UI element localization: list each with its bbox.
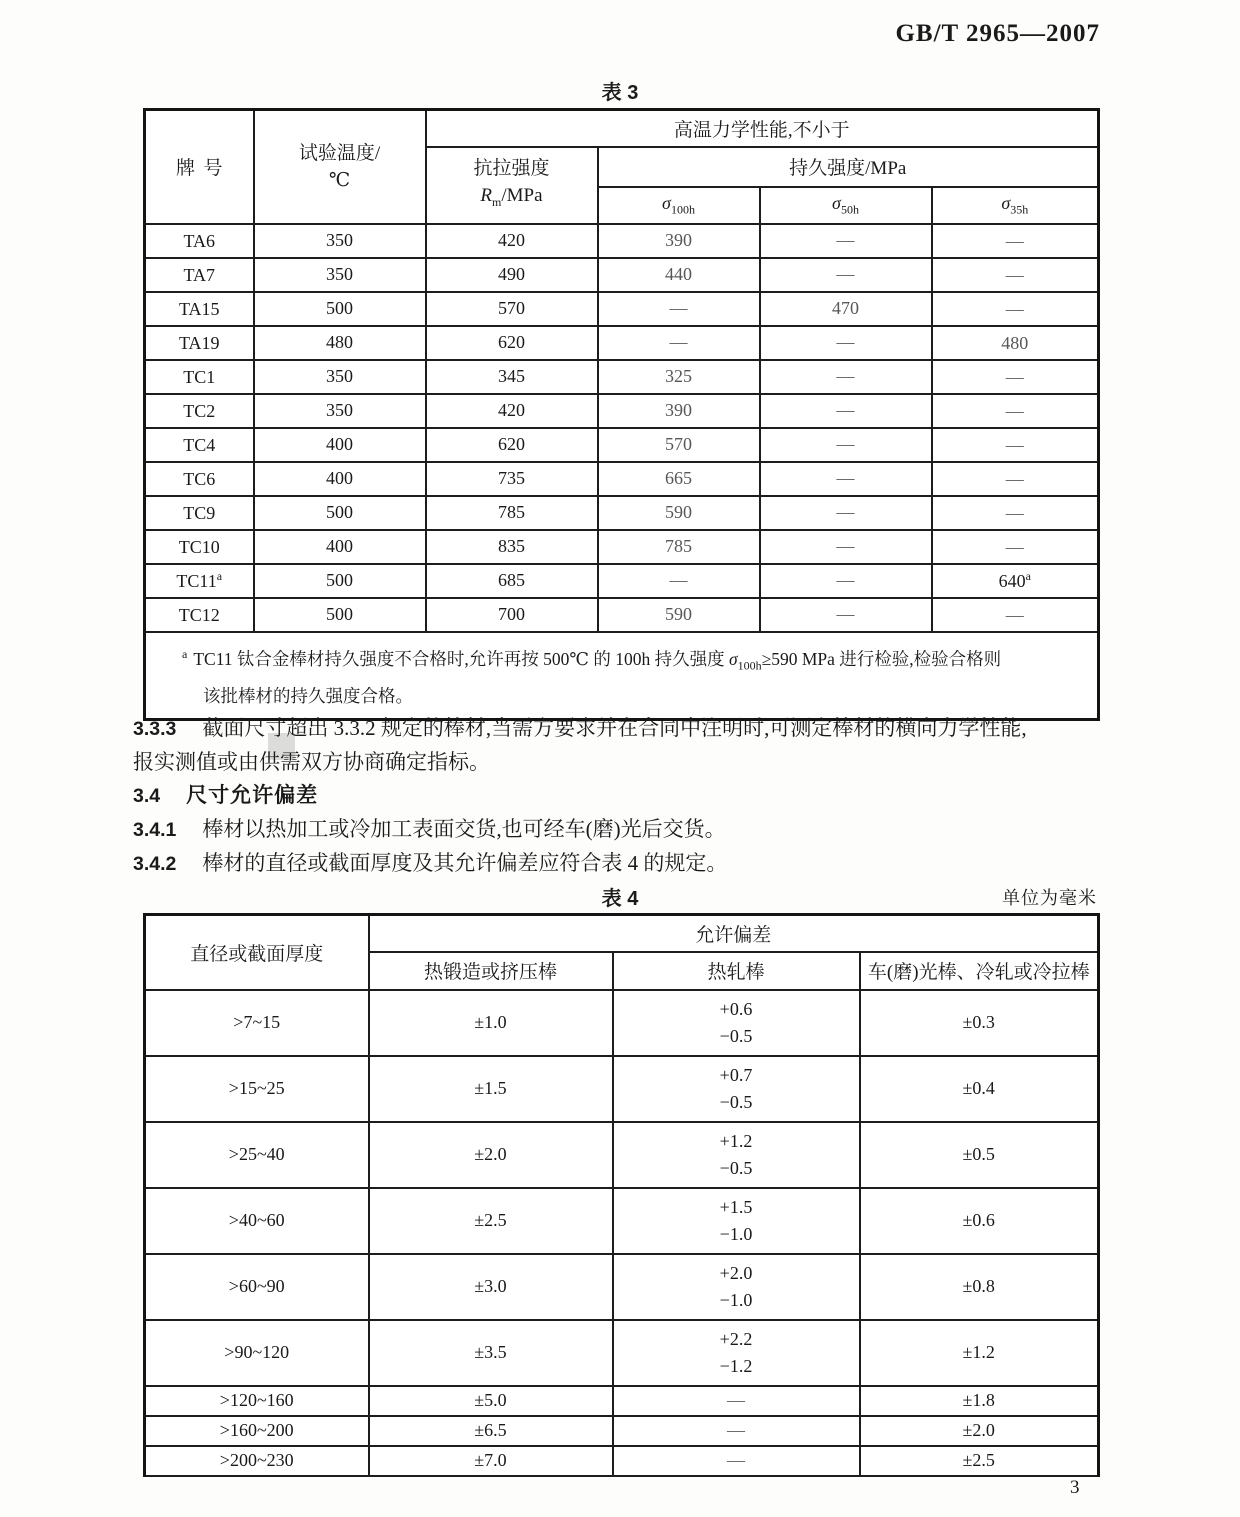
rolled-plus: +2.0	[719, 1262, 753, 1283]
t4-turned-cell: ±1.8	[860, 1386, 1099, 1416]
table3-caption: 表 3	[601, 82, 639, 104]
t3-s100-cell: 440	[598, 258, 760, 292]
t3-header-temp	[254, 110, 426, 224]
t3-rm-cell: 570	[426, 292, 598, 326]
clause-3-3-3-line2	[133, 746, 1109, 779]
clause-3-4-1	[133, 813, 1109, 847]
t4-rolled-cell: —	[613, 1446, 860, 1476]
table3-row	[145, 496, 1099, 530]
t3-s100-cell: 390	[598, 224, 760, 258]
t3-s100-cell: —	[598, 564, 760, 598]
t3-s50-cell: —	[760, 224, 932, 258]
t3-grade-cell	[145, 462, 254, 496]
t4-range-cell: >120~160	[145, 1386, 369, 1416]
table4-row	[145, 1416, 1099, 1446]
rolled-plus: +0.6	[719, 998, 753, 1019]
t3-s50-cell: —	[760, 326, 932, 360]
t3-temp-cell: 350	[254, 394, 426, 428]
s35-footnote-mark: a	[1025, 569, 1031, 583]
rolled-minus: −0.5	[719, 1025, 753, 1046]
table3-row	[145, 530, 1099, 564]
t3-grade-cell	[145, 326, 254, 360]
rolled-plus: +2.2	[719, 1328, 753, 1349]
clause-heading-text: 尺寸允许偏差	[186, 784, 319, 807]
t3-grade-cell	[145, 496, 254, 530]
grade-value: TC10	[178, 537, 220, 557]
clause-3-4-heading	[133, 779, 1109, 813]
t3-s35-cell	[932, 394, 1099, 428]
sigma50-subscript: 50h	[840, 202, 859, 217]
s35-value: —	[1005, 537, 1024, 557]
table3-header-row-1	[145, 110, 1099, 147]
clause-3-4-2	[133, 847, 1109, 881]
t3-header-high-temp-group: 高温力学性能,不小于	[426, 110, 1099, 147]
table4-caption: 表 4	[601, 888, 639, 910]
t3-s50-cell: —	[760, 598, 932, 632]
t3-s100-cell: 590	[598, 598, 760, 632]
table3-row	[145, 598, 1099, 632]
grade-value: TC11	[176, 571, 217, 591]
t3-s100-cell: 590	[598, 496, 760, 530]
rolled-plus: +1.5	[719, 1196, 753, 1217]
grade-value: TC12	[178, 605, 220, 625]
grade-value: TC9	[183, 503, 216, 523]
t3-s35-cell	[932, 564, 1099, 598]
t4-header-forged: 热锻造或挤压棒	[369, 952, 613, 990]
s35-value: 640	[998, 571, 1026, 591]
table4-header-row-1	[145, 915, 1099, 952]
rolled-minus: −1.2	[719, 1355, 753, 1376]
table3-row	[145, 564, 1099, 598]
t3-header-tensile	[426, 147, 598, 224]
footnote-line1	[182, 639, 1081, 681]
s35-value: —	[1005, 231, 1024, 251]
t4-rolled-cell	[613, 1056, 860, 1122]
t4-forged-cell: ±1.0	[369, 990, 613, 1056]
clause-number: 3.4.2	[133, 853, 177, 875]
t3-s50-cell: 470	[760, 292, 932, 326]
t4-turned-cell: ±2.5	[860, 1446, 1099, 1476]
t3-grade-cell	[145, 564, 254, 598]
t3-s35-cell	[932, 496, 1099, 530]
t3-grade-cell	[145, 428, 254, 462]
table3-row	[145, 292, 1099, 326]
t3-grade-cell	[145, 394, 254, 428]
sigma-symbol: σ	[662, 192, 671, 213]
t3-header-grade: 牌号	[145, 110, 254, 224]
t3-rm-cell: 420	[426, 224, 598, 258]
rolled-minus: −0.5	[719, 1091, 753, 1112]
t4-range-cell: >25~40	[145, 1122, 369, 1188]
clause-text: 棒材的直径或截面厚度及其允许偏差应符合表 4 的规定。	[202, 851, 728, 875]
t3-temp-cell: 500	[254, 598, 426, 632]
t3-rm-cell: 620	[426, 326, 598, 360]
clause-number: 3.4.1	[133, 819, 177, 841]
t3-s50-cell: —	[760, 360, 932, 394]
sigma-symbol: σ	[1001, 192, 1011, 213]
rm-symbol: R	[480, 184, 493, 206]
grade-value: TA6	[183, 231, 216, 251]
s35-value: —	[1005, 469, 1024, 489]
t3-grade-cell	[145, 360, 254, 394]
footnote-text: ≥590 MPa 进行检验,检验合格则	[761, 648, 1002, 669]
table3-row	[145, 428, 1099, 462]
t3-s50-cell: —	[760, 564, 932, 598]
table3-row	[145, 224, 1099, 258]
t3-s50-cell: —	[760, 258, 932, 292]
clause-text: 截面尺寸超出 3.3.2 规定的棒材,当需方要求并在合同中注明时,可测定棒材的横向力学性能,	[202, 716, 1027, 740]
t3-s35-cell	[932, 428, 1099, 462]
t4-header-deviation-group: 允许偏差	[369, 915, 1099, 952]
s35-value: —	[1005, 367, 1024, 387]
grade-value: TA7	[183, 265, 216, 285]
t3-rm-cell: 835	[426, 530, 598, 564]
body-paragraphs	[133, 712, 1109, 881]
t4-rolled-cell	[613, 1122, 860, 1188]
clause-3-3-3-line1	[133, 712, 1109, 746]
sigma-symbol: σ	[729, 648, 738, 669]
table4-row	[145, 1320, 1099, 1386]
t4-turned-cell: ±0.3	[860, 990, 1099, 1056]
standard-number: GB/T 2965—2007	[895, 20, 1100, 47]
t3-s100-cell: 390	[598, 394, 760, 428]
rolled-minus: −1.0	[719, 1289, 753, 1310]
table4-row	[145, 1446, 1099, 1476]
t3-s35-cell	[932, 224, 1099, 258]
rolled-plus: +0.7	[719, 1064, 753, 1085]
table4-row	[145, 1254, 1099, 1320]
sigma35-subscript: 35h	[1010, 202, 1029, 217]
t3-grade-cell	[145, 258, 254, 292]
t3-s35-cell	[932, 326, 1099, 360]
table4-unit-note: 单位为毫米	[1002, 888, 1097, 908]
t4-turned-cell: ±1.2	[860, 1320, 1099, 1386]
t4-forged-cell: ±1.5	[369, 1056, 613, 1122]
t4-range-cell: >200~230	[145, 1446, 369, 1476]
t3-header-endurance-group: 持久强度/MPa	[598, 147, 1099, 187]
t3-s100-cell: 665	[598, 462, 760, 496]
sigma-symbol: σ	[832, 192, 841, 213]
table4-row	[145, 990, 1099, 1056]
table4-row	[145, 1122, 1099, 1188]
t4-forged-cell: ±6.5	[369, 1416, 613, 1446]
t4-range-cell: >60~90	[145, 1254, 369, 1320]
table3-row	[145, 258, 1099, 292]
t3-header-temp-line2: ℃	[328, 169, 351, 191]
t3-s100-cell: —	[598, 326, 760, 360]
t4-range-cell: >160~200	[145, 1416, 369, 1446]
t3-s100-cell: 570	[598, 428, 760, 462]
t3-s50-cell: —	[760, 462, 932, 496]
t3-temp-cell: 500	[254, 496, 426, 530]
t4-turned-cell: ±2.0	[860, 1416, 1099, 1446]
table4	[143, 913, 1100, 1477]
rolled-plus: +1.2	[719, 1130, 753, 1151]
table4-row	[145, 1188, 1099, 1254]
t3-header-tensile-line2	[427, 182, 597, 216]
table3-footnote	[145, 632, 1099, 720]
grade-footnote-mark: a	[216, 569, 223, 583]
t3-temp-cell: 400	[254, 462, 426, 496]
s35-value: —	[1005, 401, 1024, 421]
grade-value: TC4	[183, 435, 216, 455]
table3-footnote-row	[145, 632, 1099, 720]
t3-temp-cell: 350	[254, 224, 426, 258]
t4-range-cell: >7~15	[145, 990, 369, 1056]
s35-value: —	[1005, 299, 1024, 319]
t3-rm-cell: 420	[426, 394, 598, 428]
grade-value: TA15	[178, 299, 220, 319]
s35-value: —	[1005, 265, 1024, 285]
grade-value: TA19	[178, 333, 220, 353]
t4-forged-cell: ±7.0	[369, 1446, 613, 1476]
t3-rm-cell: 735	[426, 462, 598, 496]
table4-row	[145, 1386, 1099, 1416]
t4-turned-cell: ±0.5	[860, 1122, 1099, 1188]
t3-temp-cell: 480	[254, 326, 426, 360]
t4-header-rolled: 热轧棒	[613, 952, 860, 990]
table3-row	[145, 462, 1099, 496]
s35-value: —	[1005, 435, 1024, 455]
t4-forged-cell: ±3.0	[369, 1254, 613, 1320]
t4-range-cell: >40~60	[145, 1188, 369, 1254]
t3-s50-cell: —	[760, 428, 932, 462]
t3-header-sigma35	[932, 187, 1099, 224]
footnote-line2: 该批棒材的持久强度合格。	[203, 685, 413, 706]
t4-turned-cell: ±0.8	[860, 1254, 1099, 1320]
t3-s50-cell: —	[760, 496, 932, 530]
table4-row	[145, 1056, 1099, 1122]
t4-rolled-cell	[613, 990, 860, 1056]
t4-turned-cell: ±0.6	[860, 1188, 1099, 1254]
rm-subscript: m	[492, 194, 502, 209]
t3-s100-cell: —	[598, 292, 760, 326]
t4-header-turned: 车(磨)光棒、冷轧或冷拉棒	[860, 952, 1099, 990]
t3-rm-cell: 345	[426, 360, 598, 394]
t3-s35-cell	[932, 360, 1099, 394]
table3-row	[145, 360, 1099, 394]
t3-header-sigma100	[598, 187, 760, 224]
s35-value: —	[1005, 503, 1024, 523]
t4-range-cell: >90~120	[145, 1320, 369, 1386]
t4-rolled-cell	[613, 1254, 860, 1320]
page-number: 3	[1070, 1477, 1080, 1498]
t3-rm-cell: 785	[426, 496, 598, 530]
t3-grade-cell	[145, 598, 254, 632]
t3-rm-cell: 685	[426, 564, 598, 598]
s35-value: 480	[1001, 333, 1029, 353]
t3-temp-cell: 500	[254, 564, 426, 598]
t4-rolled-cell	[613, 1320, 860, 1386]
sigma100-subscript: 100h	[737, 657, 762, 672]
grade-value: TC2	[183, 401, 216, 421]
t3-temp-cell: 350	[254, 258, 426, 292]
t3-grade-cell	[145, 292, 254, 326]
footnote-text: TC11 钛合金棒材持久强度不合格时,允许再按 500℃ 的 100h 持久强度	[193, 648, 729, 669]
table3-row	[145, 394, 1099, 428]
t3-rm-cell: 700	[426, 598, 598, 632]
t4-forged-cell: ±3.5	[369, 1320, 613, 1386]
s35-value: —	[1005, 605, 1024, 625]
rolled-minus: −0.5	[719, 1157, 753, 1178]
t4-header-diameter: 直径或截面厚度	[145, 915, 369, 990]
clause-text: 棒材以热加工或冷加工表面交货,也可经车(磨)光后交货。	[202, 817, 726, 841]
rolled-minus: −1.0	[719, 1223, 753, 1244]
t3-s50-cell: —	[760, 394, 932, 428]
t3-s35-cell	[932, 292, 1099, 326]
clause-text: 报实测值或由供需双方协商确定指标。	[133, 750, 490, 774]
footnote-marker: a	[182, 646, 188, 661]
rm-unit: /MPa	[501, 184, 543, 206]
t3-s50-cell: —	[760, 530, 932, 564]
t4-forged-cell: ±5.0	[369, 1386, 613, 1416]
t3-temp-cell: 400	[254, 530, 426, 564]
t3-temp-cell: 350	[254, 360, 426, 394]
t3-header-sigma50	[760, 187, 932, 224]
table3	[143, 108, 1100, 721]
t3-grade-cell	[145, 224, 254, 258]
t4-rolled-cell: —	[613, 1386, 860, 1416]
table4-caption-line	[143, 882, 1097, 911]
t3-header-tensile-line1: 抗拉强度	[473, 157, 550, 179]
t3-rm-cell: 620	[426, 428, 598, 462]
t4-rolled-cell	[613, 1188, 860, 1254]
grade-value: TC6	[183, 469, 216, 489]
t4-forged-cell: ±2.5	[369, 1188, 613, 1254]
t3-s100-cell: 785	[598, 530, 760, 564]
t3-s100-cell: 325	[598, 360, 760, 394]
table3-row	[145, 326, 1099, 360]
t3-s35-cell	[932, 530, 1099, 564]
t4-rolled-cell: —	[613, 1416, 860, 1446]
t3-temp-cell: 500	[254, 292, 426, 326]
t3-s35-cell	[932, 258, 1099, 292]
t4-forged-cell: ±2.0	[369, 1122, 613, 1188]
t4-range-cell: >15~25	[145, 1056, 369, 1122]
grade-value: TC1	[183, 367, 216, 387]
t3-temp-cell: 400	[254, 428, 426, 462]
t3-header-temp-line1: 试验温度/	[298, 142, 381, 164]
sigma100-subscript: 100h	[670, 202, 695, 217]
t3-s35-cell	[932, 462, 1099, 496]
clause-number: 3.3.3	[133, 718, 177, 740]
t4-turned-cell: ±0.4	[860, 1056, 1099, 1122]
t3-rm-cell: 490	[426, 258, 598, 292]
t3-grade-cell	[145, 530, 254, 564]
clause-number: 3.4	[133, 785, 161, 807]
t3-s35-cell	[932, 598, 1099, 632]
